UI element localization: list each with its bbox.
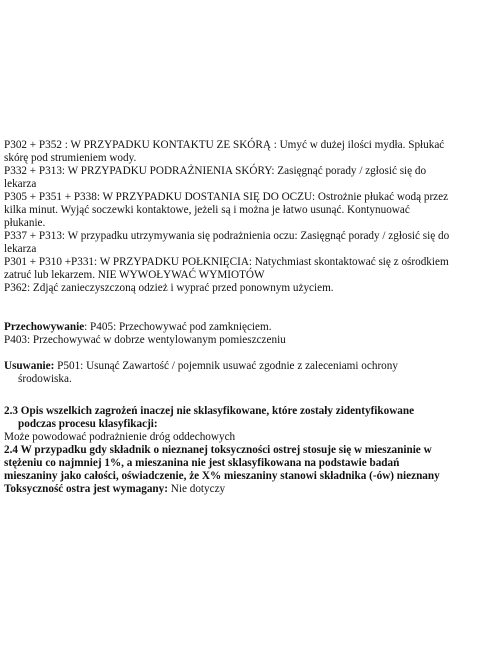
section-2-4-last-line bbox=[4, 483, 494, 496]
section-2-3-text: Może powodować podrażnienie dróg oddechowych bbox=[4, 431, 236, 443]
precautionary-statements bbox=[4, 139, 494, 295]
section-2-3-heading-line-2: podczas procesu klasyfikacji: bbox=[18, 418, 158, 430]
section-2-4-heading-line-1: 2.4 W przypadku gdy składnik o nieznanej toksyczności ostrej stosuje się w mieszaninie w bbox=[4, 444, 432, 456]
storage-line-1 bbox=[4, 321, 494, 334]
statement-p337-line-2: lekarza bbox=[4, 243, 37, 255]
statement-p305-line-3: płukanie. bbox=[4, 217, 46, 229]
disposal-text: P501: Usunąć Zawartość / pojemnik usuwać zgodnie z zaleceniami ochrony bbox=[54, 360, 398, 372]
section-2-4-heading-line-3: mieszaniny jako całości, oświadczenie, że X% mieszaniny stanowi składnika (-ów) nieznany bbox=[4, 470, 440, 482]
statement-p302-line-1: P302 + P352 : W PRZYPADKU KONTAKTU ZE SKÓRĄ : Umyć w dużej ilości mydła. Spłukać bbox=[4, 139, 445, 151]
statement-p301-line-1: P301 + P310 +P331: W PRZYPADKU POŁKNIĘCIA: Natychmiast skontaktować się z ośrodkiem bbox=[4, 256, 449, 268]
disposal-line-1 bbox=[4, 360, 494, 373]
statement-p337-line-1: P337 + P313: W przypadku utrzymywania się podrażnienia oczu: Zasięgnąć porady / zgłosić się do bbox=[4, 230, 450, 242]
section-2-3 bbox=[4, 405, 494, 444]
statement-p332-line-1: P332 + P313: W PRZYPADKU PODRAŻNIENIA SKÓRY: Zasięgnąć porady / zgłosić się do bbox=[4, 165, 427, 177]
storage-text: : P405: Przechowywać pod zamknięciem. bbox=[84, 321, 272, 333]
statement-p302-line-2: skórę pod strumieniem wody. bbox=[4, 152, 137, 164]
section-2-4-last-bold: Toksyczność ostra jest wymagany: bbox=[4, 483, 168, 495]
statement-p301-line-2: zatruć lub lekarzem. NIE WYWOŁYWAĆ WYMIOTÓW bbox=[4, 269, 265, 281]
section-2-4-heading-line-2: stężeniu co najmniej 1%, a mieszanina nie jest sklasyfikowana na podstawie badań bbox=[4, 457, 400, 469]
statement-p362: P362: Zdjąć zanieczyszczoną odzież i wyprać przed ponownym użyciem. bbox=[4, 282, 334, 294]
disposal-line-2: środowiska. bbox=[18, 373, 72, 385]
section-2-4 bbox=[4, 444, 494, 496]
storage-line-2: P403: Przechowywać w dobrze wentylowanym pomieszczeniu bbox=[4, 334, 286, 346]
disposal-section bbox=[4, 360, 494, 386]
storage-section bbox=[4, 321, 494, 347]
section-2-3-heading-line-1: 2.3 Opis wszelkich zagrożeń inaczej nie sklasyfikowane, które zostały zidentyfikowane bbox=[4, 405, 415, 417]
statement-p305-line-1: P305 + P351 + P338: W PRZYPADKU DOSTANIA SIĘ DO OCZU: Ostrożnie płukać wodą przez bbox=[4, 191, 449, 203]
storage-label: Przechowywanie bbox=[4, 321, 85, 333]
disposal-label: Usuwanie: bbox=[4, 360, 55, 372]
statement-p332-line-2: lekarza bbox=[4, 178, 37, 190]
statement-p305-line-2: kilka minut. Wyjąć soczewki kontaktowe, jeżeli są i można je łatwo usunąć. Kontynuować bbox=[4, 204, 410, 216]
section-2-4-last-text: Nie dotyczy bbox=[167, 483, 226, 495]
